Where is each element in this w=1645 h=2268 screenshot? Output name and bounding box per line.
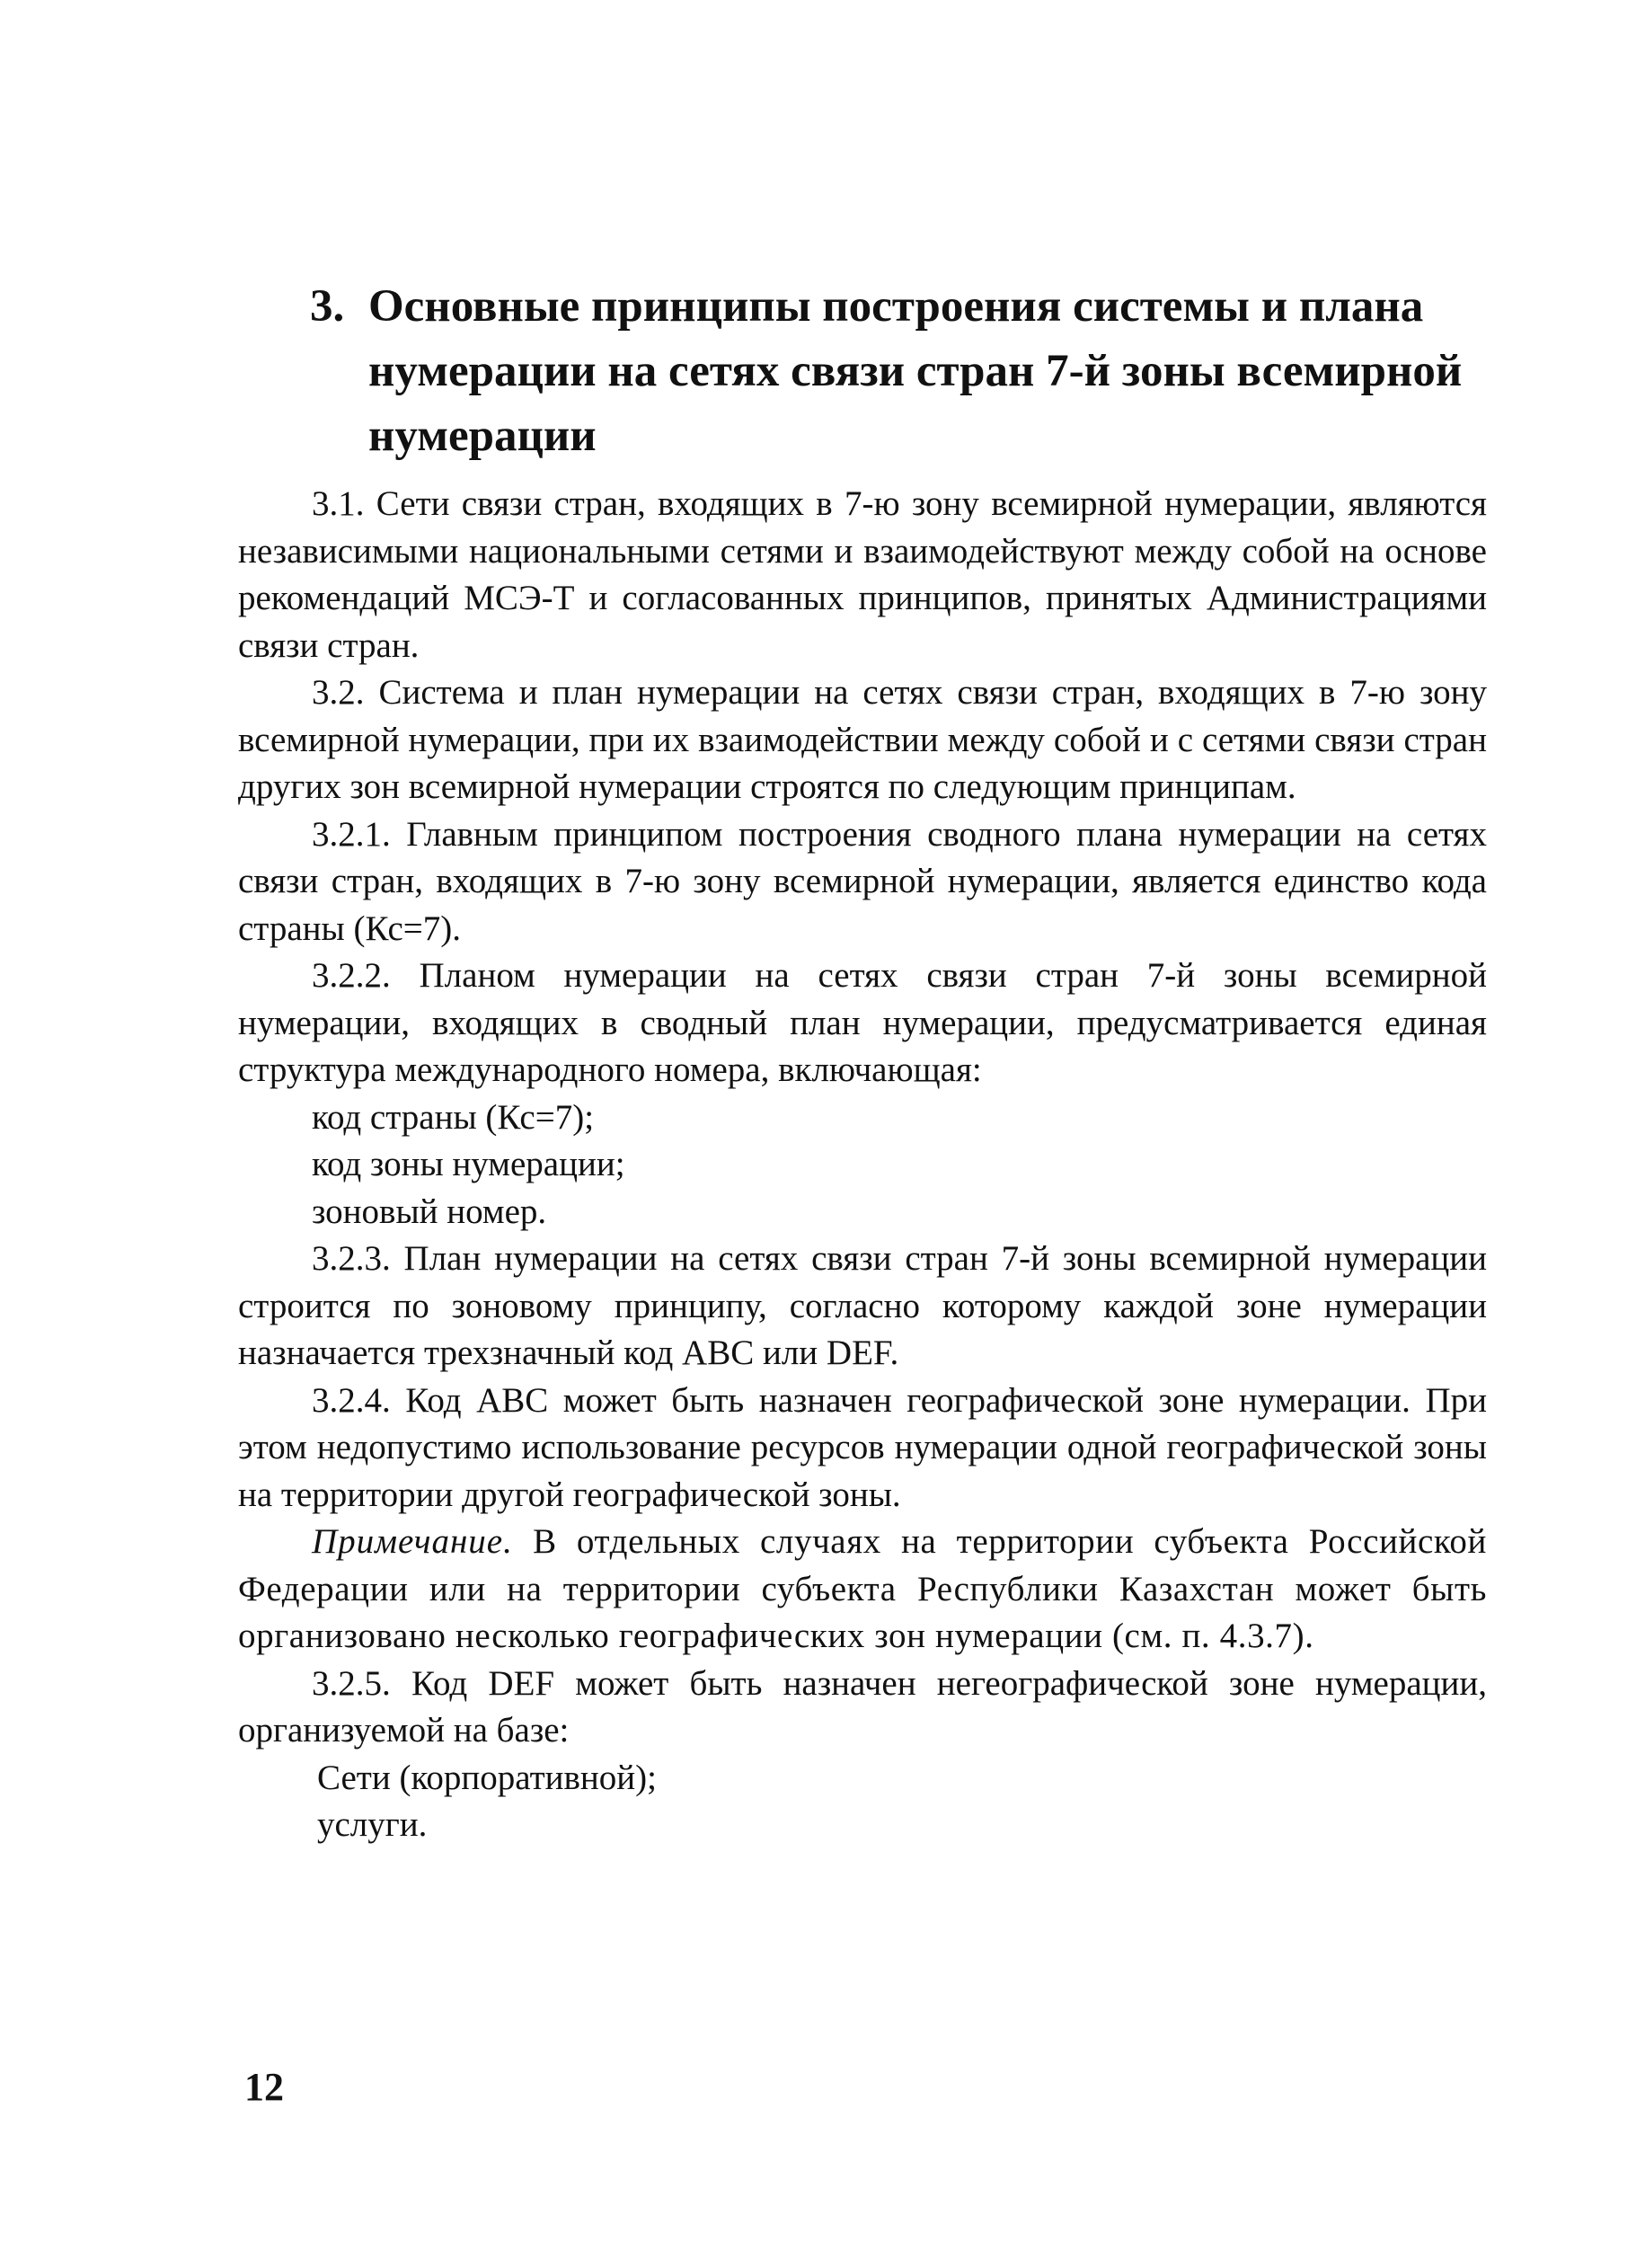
note-text: В отдельных случаях на территории субъекта Российской Федерации или на территории субъекта Республики Казахстан может быть организовано несколько географических зон нумерации (см. п. 4.3.7).: [238, 1522, 1487, 1655]
section-title: Основные принципы построения системы и плана нумерации на сетях связи стран 7-й зоны всемирной нумерации: [368, 281, 1463, 461]
def-item-network: Сети (корпоративной);: [317, 1758, 657, 1797]
note-label: Примечание.: [312, 1522, 513, 1561]
structure-item-zone-number: зоновый номер.: [312, 1192, 547, 1231]
def-item-service: услуги.: [317, 1805, 428, 1844]
paragraph-3-2-3: 3.2.3. План нумерации на сетях связи стран 7-й зоны всемирной нумерации строится по зоновому принципу, согласно которому каждой зоне нумерации назначается трехзначный код ABC или DEF.: [238, 1239, 1487, 1372]
page-number: 12: [244, 2065, 284, 2109]
structure-item-country-code: код страны (Кс=7);: [312, 1097, 595, 1137]
paragraph-3-2-5: 3.2.5. Код DEF может быть назначен негеографической зоне нумерации, организуемой на базе:: [238, 1663, 1487, 1750]
section-heading: [310, 274, 1496, 468]
section-number: 3.: [310, 281, 345, 332]
paragraph-3-2-1: 3.2.1. Главным принципом построения сводного плана нумерации на сетях связи стран, входящих в 7-ю зону всемирной нумерации, является единство кода страны (Кс=7).: [238, 814, 1487, 948]
structure-item-zone-code: код зоны нумерации;: [312, 1145, 625, 1183]
note-paragraph: [238, 1519, 1487, 1661]
paragraph-3-2-4: 3.2.4. Код ABC может быть назначен географической зоне нумерации. При этом недопустимо использование ресурсов нумерации одной географической зоны на территории другой географической зоны.: [238, 1380, 1487, 1514]
paragraph-3-2-2: 3.2.2. Планом нумерации на сетях связи стран 7-й зоны всемирной нумерации, входящих в сводный план нумерации, предусматривается единая структура международного номера, включающая:: [238, 956, 1487, 1089]
paragraph-3-2: 3.2. Система и план нумерации на сетях связи стран, входящих в 7-ю зону всемирной нумерации, при их взаимодействии между собой и с сетями связи стран других зон всемирной нумерации строятся по следующим принципам.: [238, 673, 1487, 806]
paragraph-3-1: 3.1. Сети связи стран, входящих в 7-ю зону всемирной нумерации, являются независимыми национальными сетями и взаимодействуют между собой на основе рекомендаций МСЭ-Т и согласованных принципов, принятых Администрациями связи стран.: [238, 484, 1487, 665]
section-body: [238, 481, 1487, 1849]
